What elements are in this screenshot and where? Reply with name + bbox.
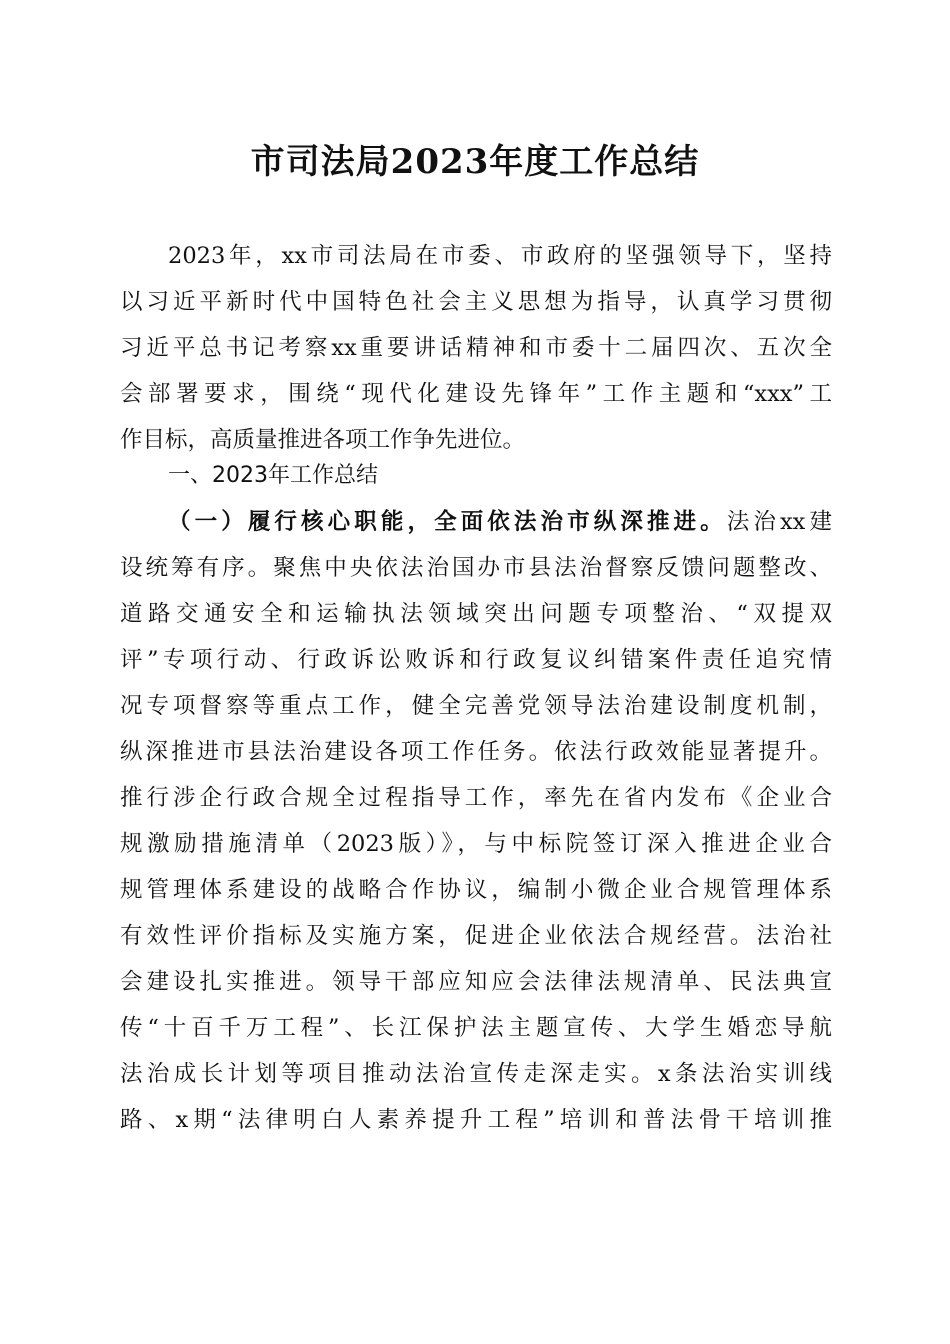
text-line: 推行涉企行政合规全过程指导工作，率先在省内发布《企业合 [120,785,832,811]
text-line: 传“十百千万工程”、长江保护法主题宣传、大学生婚恋导航 [120,1015,832,1041]
text-line: 评”专项行动、行政诉讼败诉和行政复议纠错案件责任追究情 [120,647,832,673]
text-line: 以习近平新时代中国特色社会主义思想为指导，认真学习贯彻 [120,289,832,315]
text-line: 习近平总书记考察xx重要讲话精神和市委十二届四次、五次全 [120,335,832,361]
text-line: 纵深推进市县法治建设各项工作任务。依法行政效能显著提升。 [120,739,832,765]
text-line: 规激励措施清单（2023版）》，与中标院签订深入推进企业合 [120,831,832,857]
section-heading [120,453,832,499]
section-paragraph [120,499,832,1143]
text-line: 道路交通安全和运输执法领域突出问题专项整治、“双提双 [120,601,832,627]
text-fragment: 法治xx建 [726,509,832,535]
text-line: 作目标，高质量推进各项工作争先进位。 [120,427,526,453]
text-line-with-subheading [120,499,832,545]
text-line: 法治成长计划等项目推动法治宣传走深走实。x条法治实训线 [120,1061,832,1087]
text-line: 规管理体系建设的战略合作协议，编制小微企业合规管理体系 [120,877,832,903]
text-line: 会部署要求，围绕“现代化建设先锋年”工作主题和“xxx”工 [120,381,832,407]
text-line: 路、x期“法律明白人素养提升工程”培训和普法骨干培训推 [120,1107,832,1133]
text-line: 况专项督察等重点工作，健全完善党领导法治建设制度机制， [120,693,832,719]
document-title: 市司法局2023年度工作总结 [250,142,700,182]
text-line: 2023年，xx市司法局在市委、市政府的坚强领导下，坚持 [168,243,832,269]
subsection-heading: （一）履行核心职能，全面依法治市纵深推进。 [168,509,727,535]
section-heading-text: 一、2023年工作总结 [168,463,378,488]
text-line: 有效性评价指标及实施方案，促进企业依法合规经营。法治社 [120,923,832,949]
text-line: 设统筹有序。聚焦中央依法治国办市县法治督察反馈问题整改、 [120,555,832,581]
intro-paragraph [120,233,832,463]
text-line: 会建设扎实推进。领导干部应知应会法律法规清单、民法典宣 [120,969,832,995]
